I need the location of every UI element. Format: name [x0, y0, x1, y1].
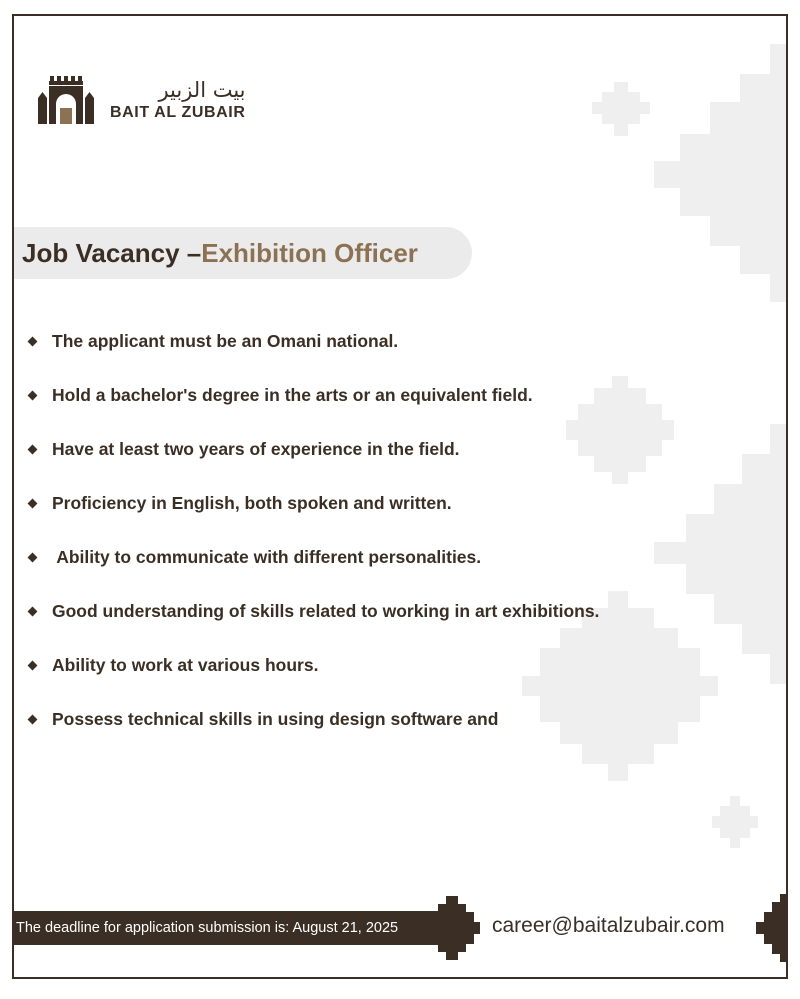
requirement-item: [24, 331, 398, 352]
brand-logo: [36, 74, 246, 128]
diamond-bullet-icon: [28, 337, 38, 347]
diamond-bullet-icon: [28, 391, 38, 401]
diamond-bullet-icon: [28, 553, 38, 563]
job-title-banner: [14, 227, 472, 279]
requirement-text: Ability to work at various hours.: [52, 655, 319, 675]
requirement-item: [24, 601, 599, 622]
deadline-banner: [14, 911, 466, 945]
diamond-bullet-icon: [28, 661, 38, 671]
contact-email[interactable]: career@baitalzubair.com: [492, 914, 725, 937]
requirement-text: Have at least two years of experience in the field.: [52, 439, 460, 459]
requirement-item: [24, 709, 498, 730]
diamond-bullet-icon: [28, 445, 38, 455]
requirement-text: Possess technical skills in using design software and: [52, 709, 499, 729]
diamond-bullet-icon: [28, 499, 38, 509]
requirement-item: [24, 439, 460, 460]
requirement-text: Hold a bachelor's degree in the arts or an equivalent field.: [52, 385, 533, 405]
diamond-bullet-icon: [28, 607, 38, 617]
requirement-text: The applicant must be an Omani national.: [52, 331, 399, 351]
requirement-text: Proficiency in English, both spoken and written.: [52, 493, 452, 513]
brand-name-arabic: بيت الزبير: [158, 78, 246, 102]
requirement-text: Good understanding of skills related to working in art exhibitions.: [52, 601, 600, 621]
brand-name-english: BAIT AL ZUBAIR: [110, 104, 246, 121]
fort-gate-icon: [36, 74, 100, 128]
poster-frame: [12, 14, 788, 979]
requirement-item: [24, 385, 533, 406]
requirement-item: [24, 655, 318, 676]
job-title-prefix: Job Vacancy –: [22, 237, 202, 268]
deadline-text: The deadline for application submission is: August 21, 2025: [16, 920, 399, 936]
requirement-item: [24, 493, 452, 514]
requirement-text: Ability to communicate with different personalities.: [52, 547, 482, 567]
requirement-item: [24, 547, 481, 568]
job-title-position: Exhibition Officer: [201, 237, 418, 268]
diamond-bullet-icon: [28, 715, 38, 725]
